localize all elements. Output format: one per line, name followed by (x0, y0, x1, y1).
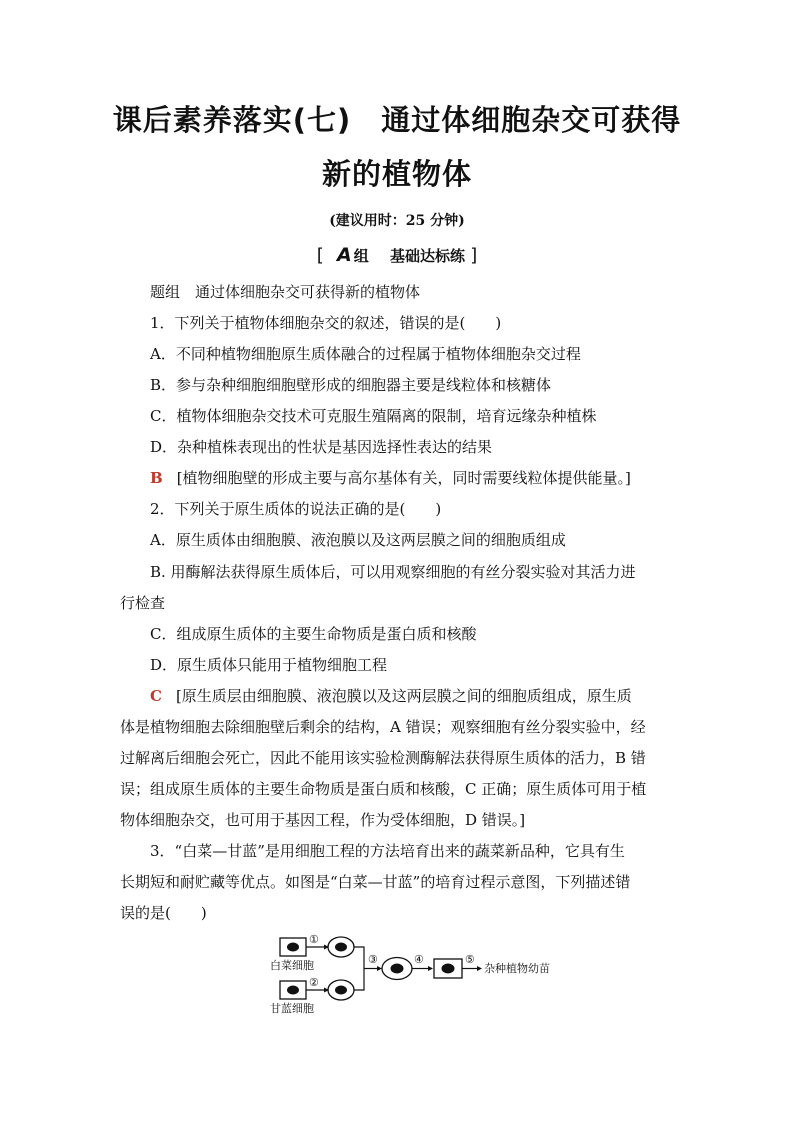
q2-option-b-line-1: B. 用酶解法获得原生质体后，可以用观察细胞的有丝分裂实验对其活力进 (150, 563, 636, 581)
cabbage-protoplast-nucleus (335, 943, 347, 952)
q2-stem: 2．下列关于原生质体的说法正确的是( ) (150, 500, 442, 518)
q1-answer-line (150, 468, 631, 488)
q2-answer: C (150, 687, 162, 705)
group-bracket-right: ] (470, 245, 478, 266)
step-3-label: ③ (368, 953, 378, 966)
q2-explanation-line-3: 过解离后细胞会死亡，因此不能用该实验检测酶解法获得原生质体的活力，B 错 (120, 749, 646, 767)
suggested-time: (建议用时：25 分钟) (329, 213, 465, 229)
q2-option-c: C．组成原生质体的主要生命物质是蛋白质和核酸 (150, 625, 477, 643)
group-bracket-left: [ (316, 245, 324, 266)
arrow-head-step-4 (428, 966, 433, 971)
q1-option-c: C．植物体细胞杂交技术可克服生殖隔离的限制，培育远缘杂种植株 (150, 407, 597, 425)
group-heading (0, 244, 794, 266)
q1-option-b: B．参与杂种细胞细胞壁形成的细胞器主要是线粒体和核糖体 (150, 376, 552, 394)
hybrid-cell-nucleus (442, 964, 455, 974)
q1-stem: 1．下列关于植物体细胞杂交的叙述，错误的是( ) (150, 314, 502, 332)
arrow-head-step-3 (377, 966, 382, 971)
q3-stem-line-2: 长期短和耐贮藏等优点。如图是“白菜—甘蓝”的培育过程示意图，下列描述错 (120, 873, 631, 891)
kale-cell-nucleus (287, 986, 299, 995)
group-name: 基础达标练 (389, 247, 465, 265)
q2-explanation-line-4: 误；组成原生质体的主要生命物质是蛋白质和核酸，C 正确；原生质体可用于植 (120, 780, 647, 798)
step-2-label: ② (309, 976, 319, 989)
hybridization-diagram (262, 932, 562, 1022)
fused-protoplast-nucleus (391, 964, 404, 974)
group-letter: A (337, 244, 352, 266)
arrow-head-step-5 (477, 966, 482, 971)
q2-option-d: D．原生质体只能用于植物细胞工程 (150, 656, 388, 674)
kale-cell-label: 甘蓝细胞 (270, 1002, 314, 1015)
step-4-label: ④ (414, 953, 424, 966)
page-title-line-2: 新的植物体 (321, 157, 472, 191)
q2-option-b-line-2: 行检查 (120, 594, 166, 612)
q2-explanation-line-1: [原生质层由细胞膜、液泡膜以及这两层膜之间的细胞质组成，原生质 (175, 687, 632, 705)
q1-explanation: [植物细胞壁的形成主要与高尔基体有关，同时需要线粒体提供能量。] (176, 469, 631, 487)
q3-stem-line-3: 误的是( ) (120, 904, 207, 922)
q1-option-a: A．不同种植物细胞原生质体融合的过程属于植物体细胞杂交过程 (150, 345, 581, 363)
cabbage-cell-nucleus (287, 943, 299, 952)
q1-option-d: D．杂种植株表现出的性状是基因选择性表达的结果 (150, 438, 493, 456)
page-title-line-1: 课后素养落实(七) 通过体细胞杂交可获得 (112, 103, 682, 137)
hybrid-seedling-label: 杂种植物幼苗 (484, 962, 550, 975)
kale-protoplast-nucleus (335, 986, 347, 995)
q2-answer-line (150, 686, 632, 706)
q2-explanation-line-2: 体是植物细胞去除细胞壁后剩余的结构，A 错误；观察细胞有丝分裂实验中，经 (120, 718, 646, 736)
fusion-bracket (354, 947, 364, 990)
cabbage-cell-label: 白菜细胞 (270, 959, 314, 972)
step-5-label: ⑤ (465, 953, 475, 966)
q2-option-a: A．原生质体由细胞膜、液泡膜以及这两层膜之间的细胞质组成 (150, 531, 566, 549)
step-1-label: ① (309, 933, 319, 946)
q1-answer: B (150, 469, 163, 487)
q3-stem-line-1: 3．“白菜—甘蓝”是用细胞工程的方法培育出来的蔬菜新品种，它具有生 (150, 842, 625, 860)
q2-explanation-line-5: 物体细胞杂交，也可用于基因工程，作为受体细胞，D 错误。] (120, 811, 526, 829)
topic-heading: 题组 通过体细胞杂交可获得新的植物体 (150, 283, 421, 301)
group-label: 组 (353, 247, 369, 265)
